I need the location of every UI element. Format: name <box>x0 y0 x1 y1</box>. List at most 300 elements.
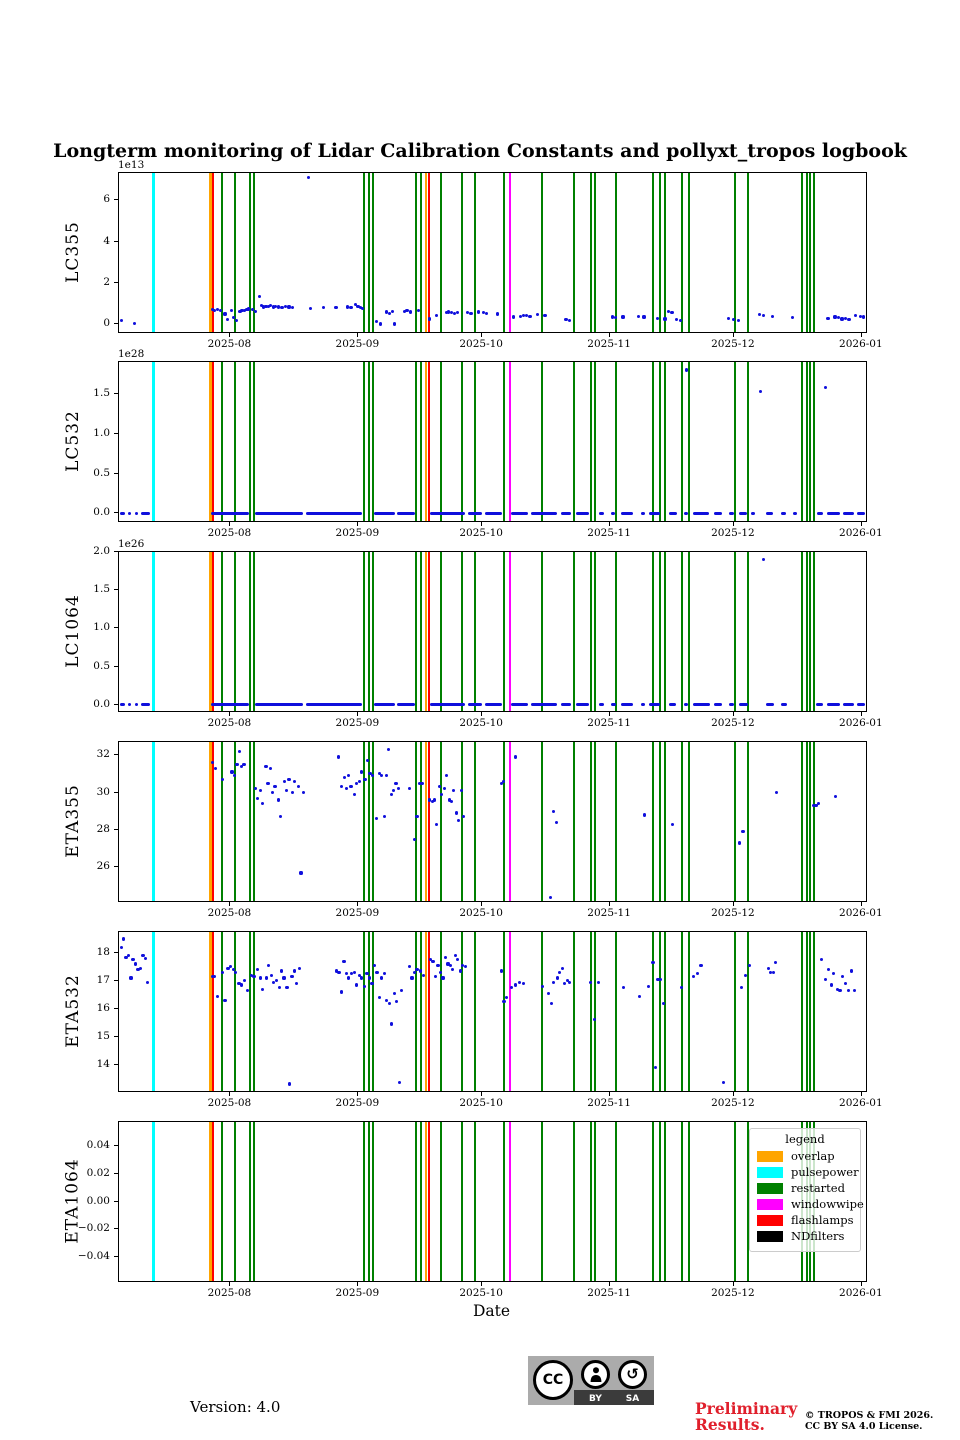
data-point <box>847 318 850 321</box>
data-point <box>247 307 250 310</box>
event-line-restarted <box>681 932 683 1091</box>
event-line-restarted <box>420 1122 422 1281</box>
data-point <box>549 896 552 899</box>
data-point <box>270 974 273 977</box>
data-point <box>435 823 438 826</box>
y-tick-mark <box>114 512 118 513</box>
data-point <box>378 996 381 999</box>
x-tick-mark <box>733 522 734 526</box>
data-point <box>291 306 294 309</box>
data-point <box>512 315 515 318</box>
data-point <box>120 319 123 322</box>
zero-baseline-segment <box>430 512 465 515</box>
data-point <box>388 1002 391 1005</box>
data-point <box>415 815 418 818</box>
zero-baseline-segment <box>141 703 149 706</box>
event-line-flashlamps <box>428 362 431 521</box>
x-tick-mark <box>357 1282 358 1286</box>
event-line-restarted <box>440 173 442 332</box>
event-line-restarted <box>659 742 661 901</box>
event-line-restarted <box>541 1122 543 1281</box>
preliminary-line2: Results. <box>695 1415 765 1434</box>
zero-baseline-segment <box>781 512 786 515</box>
event-line-restarted <box>813 932 815 1091</box>
legend-entry-overlap <box>757 1150 853 1162</box>
data-point <box>266 782 269 785</box>
y-tick-label: 0.5 <box>93 466 110 479</box>
event-line-flashlamps <box>428 742 431 901</box>
zero-baseline-segment <box>430 703 465 706</box>
y-tick-label: 0.5 <box>93 659 110 672</box>
event-line-restarted <box>664 173 666 332</box>
data-point <box>375 971 378 974</box>
event-line-restarted <box>590 742 592 901</box>
event-line-restarted <box>806 932 808 1091</box>
zero-baseline-segment <box>120 703 125 706</box>
data-point <box>477 310 480 313</box>
data-point <box>434 975 437 978</box>
y-tick-label: 1.0 <box>93 426 110 439</box>
zero-baseline-segment <box>141 512 149 515</box>
data-point <box>638 995 641 998</box>
x-tick-mark <box>357 1092 358 1096</box>
data-point <box>622 986 625 989</box>
x-tick-label: 2025-11 <box>587 907 631 919</box>
event-line-flashlamps <box>212 552 215 711</box>
data-point <box>375 817 378 820</box>
data-point <box>353 971 356 974</box>
data-point <box>772 971 775 974</box>
event-line-restarted <box>541 742 543 901</box>
data-point <box>850 969 853 972</box>
copyright-line2: CC BY SA 4.0 License. <box>805 1421 923 1432</box>
data-point <box>440 793 443 796</box>
event-line-restarted <box>363 742 365 901</box>
data-point <box>543 314 546 317</box>
data-point <box>258 295 261 298</box>
data-point <box>844 982 847 985</box>
y-tick-mark <box>114 1256 118 1257</box>
event-line-restarted <box>253 1122 255 1281</box>
y-tick-mark <box>114 1228 118 1229</box>
event-line-restarted <box>415 362 417 521</box>
data-point <box>413 838 416 841</box>
data-point <box>528 315 531 318</box>
event-line-windowwipe <box>509 932 512 1091</box>
zero-baseline-segment <box>693 703 710 706</box>
zero-baseline-segment <box>817 512 823 515</box>
data-point <box>431 960 434 963</box>
data-point <box>243 979 246 982</box>
NDfilters-color-swatch <box>757 1231 783 1242</box>
zero-baseline-segment <box>397 703 415 706</box>
x-tick-label: 2025-10 <box>459 717 503 729</box>
zero-baseline-segment <box>120 512 125 515</box>
data-point <box>844 317 847 320</box>
y-tick-mark <box>114 199 118 200</box>
event-line-restarted <box>461 742 463 901</box>
zero-baseline-segment <box>576 512 589 515</box>
data-point <box>347 774 350 777</box>
data-point <box>826 317 829 320</box>
zero-baseline-segment <box>781 703 787 706</box>
data-point <box>383 815 386 818</box>
event-line-windowwipe <box>509 1122 512 1281</box>
data-point <box>146 981 149 984</box>
y-tick-label: 32 <box>96 748 110 761</box>
zero-baseline-segment <box>684 512 688 515</box>
overlap-color-swatch <box>757 1151 783 1162</box>
x-tick-mark <box>229 902 230 906</box>
event-line-restarted <box>734 932 736 1091</box>
data-point <box>659 978 662 981</box>
data-point <box>663 317 666 320</box>
event-line-restarted <box>573 552 575 711</box>
y-tick-mark <box>114 952 118 953</box>
x-tick-mark <box>861 333 862 337</box>
event-line-restarted <box>747 173 749 332</box>
y-tick-mark <box>114 473 118 474</box>
y-tick-mark <box>114 627 118 628</box>
event-line-restarted <box>809 742 811 901</box>
y-tick-mark <box>114 282 118 283</box>
event-line-restarted <box>813 362 815 521</box>
data-point <box>563 982 566 985</box>
data-point <box>259 789 262 792</box>
x-tick-mark <box>609 1092 610 1096</box>
event-line-restarted <box>503 173 505 332</box>
data-point <box>373 964 376 967</box>
data-point <box>647 985 650 988</box>
x-tick-mark <box>733 712 734 716</box>
event-line-restarted <box>221 362 223 521</box>
event-line-restarted <box>801 362 803 521</box>
zero-baseline-segment <box>669 703 676 706</box>
data-point <box>144 957 147 960</box>
x-tick-label: 2025-11 <box>587 1097 631 1109</box>
zero-baseline-segment <box>211 512 249 515</box>
x-tick-label: 2025-10 <box>459 1287 503 1299</box>
zero-baseline-segment <box>485 512 502 515</box>
data-point <box>265 976 268 979</box>
cc-logo-icon: CC <box>533 1360 573 1400</box>
data-point <box>380 774 383 777</box>
x-tick-mark <box>609 902 610 906</box>
data-point <box>443 787 446 790</box>
zero-baseline-segment <box>397 512 415 515</box>
data-point <box>131 958 134 961</box>
data-point <box>433 798 436 801</box>
event-line-restarted <box>813 173 815 332</box>
x-tick-mark <box>609 522 610 526</box>
data-point <box>651 961 654 964</box>
zero-baseline-segment <box>485 703 502 706</box>
data-point <box>383 972 386 975</box>
event-line-restarted <box>681 1122 683 1281</box>
data-point <box>360 770 363 773</box>
data-point <box>397 787 400 790</box>
cc-license-badge <box>528 1356 654 1405</box>
event-line-restarted <box>664 552 666 711</box>
data-point <box>259 976 262 979</box>
data-point <box>597 981 600 984</box>
event-line-restarted <box>573 362 575 521</box>
data-point <box>395 1000 398 1003</box>
data-point <box>536 313 539 316</box>
event-line-pulsepower <box>152 932 155 1091</box>
event-line-restarted <box>415 552 417 711</box>
zero-baseline-segment <box>561 703 571 706</box>
event-line-flashlamps <box>212 362 215 521</box>
x-tick-label: 2025-09 <box>335 338 380 350</box>
y-tick-mark <box>114 589 118 590</box>
data-point <box>293 780 296 783</box>
y-tick-label: 0.00 <box>86 1194 110 1207</box>
event-line-restarted <box>440 362 442 521</box>
event-line-restarted <box>652 552 654 711</box>
event-line-restarted <box>806 173 808 332</box>
event-line-restarted <box>440 1122 442 1281</box>
data-point <box>334 306 337 309</box>
data-point <box>514 983 517 986</box>
event-line-restarted <box>461 1122 463 1281</box>
cc-by-person-icon <box>581 1360 610 1389</box>
legend-entry-label: overlap <box>791 1149 835 1163</box>
zero-baseline-segment <box>857 703 865 706</box>
data-point <box>449 964 452 967</box>
x-tick-mark <box>481 333 482 337</box>
x-tick-label: 2025-08 <box>207 907 252 919</box>
data-point <box>862 315 865 318</box>
legend-entry-flashlamps <box>757 1214 853 1226</box>
data-point <box>256 968 259 971</box>
data-point <box>621 315 624 318</box>
data-point <box>235 763 238 766</box>
y-tick-mark <box>114 393 118 394</box>
data-point <box>273 785 276 788</box>
event-line-restarted <box>809 362 811 521</box>
x-tick-label: 2025-12 <box>711 717 755 729</box>
data-point <box>662 1002 665 1005</box>
data-point <box>469 312 472 315</box>
data-point <box>738 841 741 844</box>
data-point <box>774 961 777 964</box>
data-point <box>133 322 136 325</box>
event-line-windowwipe <box>509 362 512 521</box>
data-point <box>345 972 348 975</box>
event-line-flashlamps <box>212 1122 215 1281</box>
event-line-restarted <box>249 742 251 901</box>
event-line-restarted <box>503 1122 505 1281</box>
event-line-restarted <box>234 173 236 332</box>
event-line-restarted <box>541 173 543 332</box>
event-line-restarted <box>688 1122 690 1281</box>
y-tick-label: 0 <box>103 317 110 330</box>
data-point <box>290 975 293 978</box>
legend-entry-label: pulsepower <box>791 1165 859 1179</box>
data-point <box>436 964 439 967</box>
data-point <box>230 770 233 773</box>
event-line-restarted <box>420 932 422 1091</box>
data-point <box>500 969 503 972</box>
zero-baseline-segment <box>751 512 755 515</box>
zero-baseline-segment <box>611 512 615 515</box>
data-point <box>271 791 274 794</box>
y-tick-mark <box>114 829 118 830</box>
event-line-restarted <box>594 932 596 1091</box>
data-point <box>393 992 396 995</box>
event-line-restarted <box>249 362 251 521</box>
data-point <box>223 312 226 315</box>
x-tick-mark <box>609 1282 610 1286</box>
zero-baseline-segment <box>128 703 131 706</box>
event-line-restarted <box>368 362 370 521</box>
event-line-restarted <box>368 932 370 1091</box>
event-line-restarted <box>415 1122 417 1281</box>
event-line-restarted <box>415 932 417 1091</box>
data-point <box>457 819 460 822</box>
data-point <box>762 558 765 561</box>
zero-baseline-segment <box>468 512 482 515</box>
data-point <box>390 1022 393 1025</box>
axis-offset-label: 1e28 <box>118 348 145 360</box>
zero-baseline-segment <box>374 512 395 515</box>
event-line-restarted <box>590 552 592 711</box>
y-tick-mark <box>114 792 118 793</box>
x-tick-label: 2026-01 <box>839 338 883 350</box>
x-tick-mark <box>733 1282 734 1286</box>
data-point <box>299 871 302 874</box>
data-point <box>120 946 123 949</box>
data-point <box>837 316 840 319</box>
data-point <box>398 1081 401 1084</box>
event-line-restarted <box>249 932 251 1091</box>
x-tick-label: 2025-09 <box>335 1097 380 1109</box>
event-line-restarted <box>573 932 575 1091</box>
data-point <box>817 802 820 805</box>
zero-baseline-segment <box>576 703 589 706</box>
cc-by-label: BY <box>589 1394 602 1404</box>
y-tick-label: −0.04 <box>77 1250 110 1263</box>
event-line-restarted <box>734 552 736 711</box>
data-point <box>824 386 827 389</box>
event-line-restarted <box>615 1122 617 1281</box>
y-tick-label: 28 <box>96 822 110 835</box>
event-line-restarted <box>573 742 575 901</box>
event-line-restarted <box>659 1122 661 1281</box>
legend-title: legend <box>785 1132 825 1146</box>
data-point <box>275 979 278 982</box>
event-line-restarted <box>573 1122 575 1281</box>
event-line-restarted <box>474 742 476 901</box>
zero-baseline-segment <box>468 703 482 706</box>
event-line-restarted <box>461 362 463 521</box>
data-point <box>230 309 233 312</box>
x-tick-mark <box>229 1282 230 1286</box>
event-line-restarted <box>234 932 236 1091</box>
event-line-restarted <box>688 932 690 1091</box>
event-line-restarted <box>363 552 365 711</box>
data-point <box>287 778 290 781</box>
legend-entry-restarted <box>757 1182 853 1194</box>
data-point <box>284 305 287 308</box>
event-line-restarted <box>253 362 255 521</box>
data-point <box>564 318 567 321</box>
event-line-windowwipe <box>509 742 512 901</box>
panel-LC355 <box>118 172 867 333</box>
data-point <box>291 791 294 794</box>
data-point <box>441 976 444 979</box>
data-point <box>830 983 833 986</box>
data-point <box>307 176 310 179</box>
data-point <box>510 986 513 989</box>
event-line-restarted <box>652 1122 654 1281</box>
data-point <box>541 985 544 988</box>
data-point <box>496 312 499 315</box>
event-line-restarted <box>420 362 422 521</box>
data-point <box>288 1082 291 1085</box>
data-point <box>129 976 132 979</box>
data-point <box>387 748 390 751</box>
data-point <box>732 318 735 321</box>
zero-baseline-segment <box>729 703 734 706</box>
event-line-restarted <box>681 173 683 332</box>
copyright-line1: © TROPOS & FMI 2026. <box>805 1410 934 1421</box>
data-point <box>353 793 356 796</box>
data-point <box>122 937 125 940</box>
x-tick-mark <box>609 333 610 337</box>
panel-LC1064 <box>118 551 867 712</box>
data-point <box>451 968 454 971</box>
event-line-restarted <box>594 742 596 901</box>
data-point <box>637 315 640 318</box>
zero-baseline-segment <box>693 512 709 515</box>
data-point <box>561 967 564 970</box>
y-tick-label: 0.0 <box>93 697 110 710</box>
event-line-restarted <box>659 552 661 711</box>
y-tick-label: 2 <box>103 276 110 289</box>
data-point <box>214 767 217 770</box>
data-point <box>297 785 300 788</box>
x-tick-label: 2025-08 <box>207 527 252 539</box>
chart-title: Longterm monitoring of Lidar Calibration Constants and pollyxt_tropos logbook <box>53 140 907 162</box>
y-axis-label-text: LC532 <box>63 409 83 472</box>
data-point <box>293 969 296 972</box>
data-point <box>363 778 366 781</box>
event-line-restarted <box>652 742 654 901</box>
data-point <box>643 813 646 816</box>
data-point <box>420 782 423 785</box>
data-point <box>279 815 282 818</box>
event-line-pulsepower <box>152 742 155 901</box>
panel-ETA355 <box>118 741 867 902</box>
data-point <box>462 815 465 818</box>
data-point <box>428 317 431 320</box>
data-point <box>337 755 340 758</box>
event-line-restarted <box>474 173 476 332</box>
event-line-restarted <box>372 1122 374 1281</box>
y-tick-label: 15 <box>96 1029 110 1042</box>
zero-baseline-segment <box>561 512 571 515</box>
data-point <box>309 307 312 310</box>
x-tick-label: 2025-09 <box>335 907 380 919</box>
data-point <box>419 969 422 972</box>
event-line-restarted <box>806 742 808 901</box>
zero-baseline-segment <box>793 512 798 515</box>
zero-baseline-segment <box>766 512 773 515</box>
data-point <box>568 981 571 984</box>
data-point <box>460 789 463 792</box>
